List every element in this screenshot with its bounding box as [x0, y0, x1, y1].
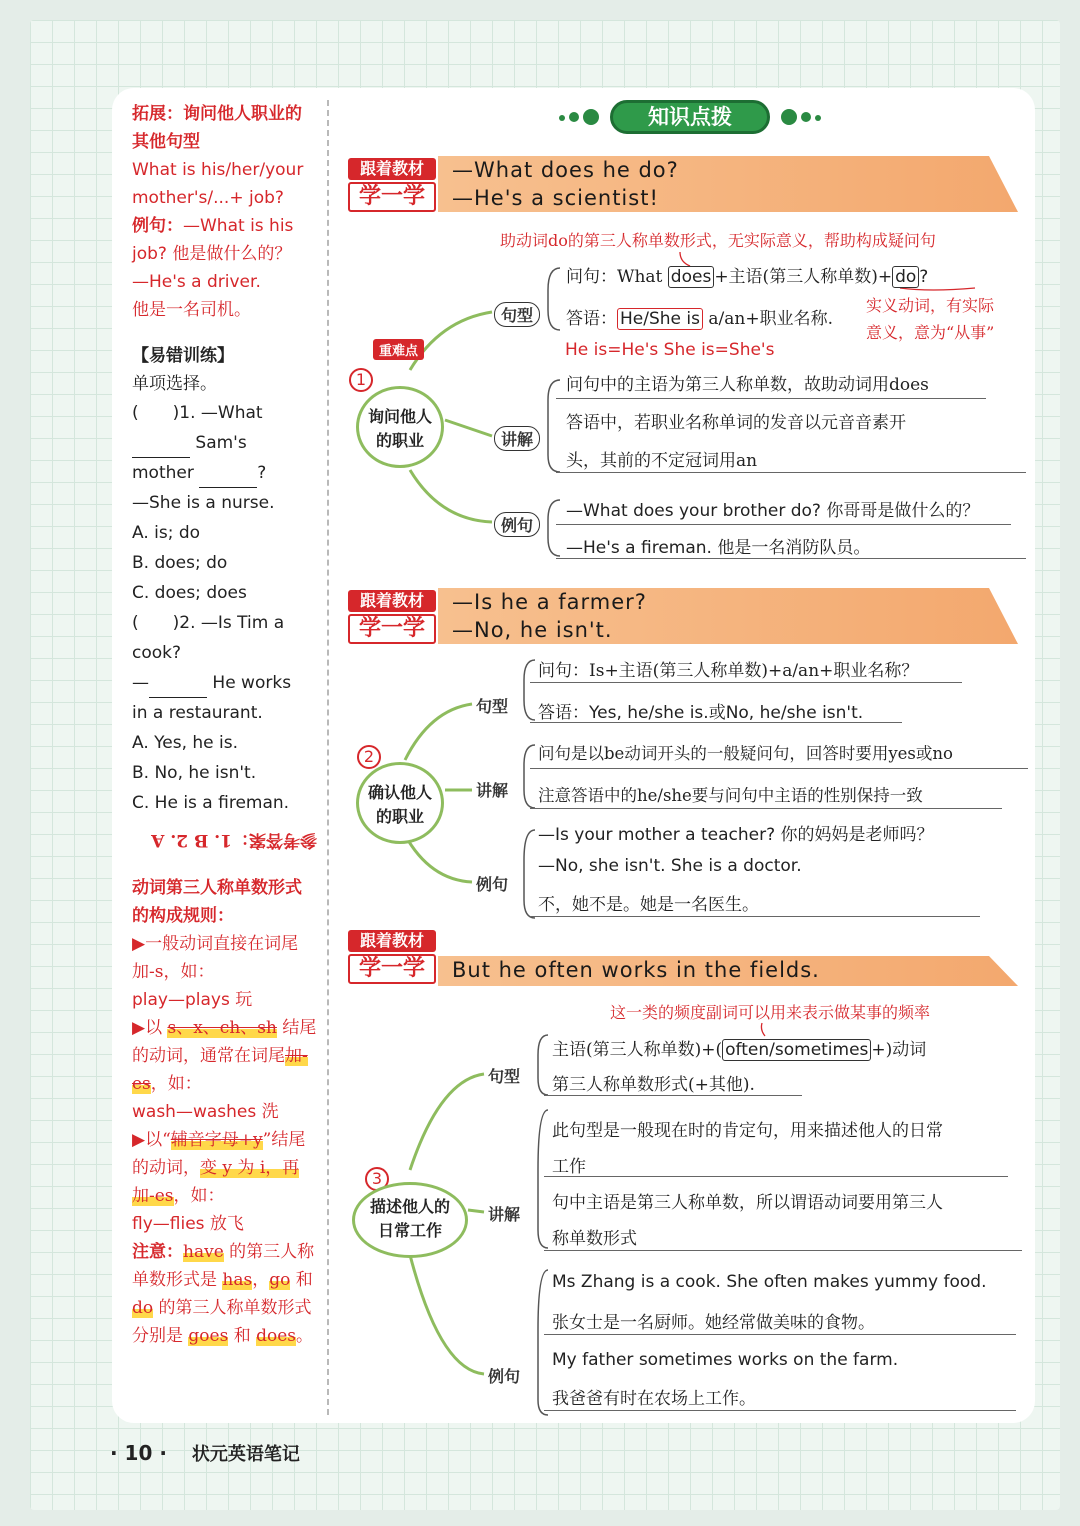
- dialogue-answer: —He's a scientist!: [452, 186, 659, 210]
- practice-instruction: 单项选择。: [132, 374, 217, 394]
- section-1-banner: [348, 156, 1028, 214]
- rule-1-example: play—plays 玩: [132, 990, 253, 1010]
- rule-line: [556, 524, 1011, 525]
- extension-title: 拓展：询问他人职业的其他句型: [132, 104, 302, 152]
- rule-line: [556, 472, 1026, 473]
- page-number: · 10 ·: [110, 1441, 167, 1465]
- option-c: C. does; does: [132, 583, 247, 603]
- key-point-tag: 重难点: [373, 339, 424, 360]
- option-b: B. does; do: [132, 553, 228, 573]
- answer-key: 参考答案：1. B 2. A: [151, 830, 317, 850]
- rule-3-example: fly—flies 放飞: [132, 1214, 244, 1234]
- pattern-line-1: 主语(第三人称单数)+( often/sometimes +)动词: [552, 1040, 927, 1060]
- rule-line: [556, 558, 1026, 559]
- rule-line: [544, 1410, 1016, 1411]
- rule-line: [530, 682, 962, 683]
- practice-title: 【易错训练】: [132, 346, 234, 366]
- example-line-1: —Is your mother a teacher? 你的妈妈是老师吗？: [538, 825, 934, 845]
- rule-line: [530, 916, 980, 917]
- branch-example: 例句: [494, 512, 540, 537]
- rule-line: [544, 1334, 1016, 1335]
- rule-line: [556, 398, 986, 399]
- book-title: 状元英语笔记: [191, 1444, 300, 1465]
- node-number-1: 1: [349, 368, 373, 392]
- rule-line: [544, 1176, 1008, 1177]
- option-a: A. is; do: [132, 523, 201, 543]
- example-line-1: Ms Zhang is a cook. She often makes yummy food.: [552, 1272, 987, 1292]
- explain-line-1: 问句中的主语为第三人称单数，故助动词用does: [566, 375, 929, 395]
- node-ask-job: 询问他人 的职业: [356, 386, 444, 468]
- question-2: ( )2. —Is Tim a cook? — He works in a restaurant. A. Yes, he is. B. No, he isn't. C. He is a fireman.: [132, 608, 317, 818]
- pattern-answer: 答语：Yes, he/she is.或No, he/she isn't.: [538, 703, 864, 723]
- contractions: He is=He's She is=She's: [565, 340, 775, 360]
- textbook-tag: 跟着教材: [348, 158, 436, 180]
- branch-example: 例句: [476, 875, 509, 894]
- note-real-verb-2: 意义，意为“从事”: [866, 323, 995, 342]
- extension-pattern: What is his/her/your mother's/...+ job?: [132, 160, 304, 208]
- branch-explain: 讲解: [488, 1205, 521, 1224]
- rule-line: [530, 808, 1002, 809]
- explain-line-4: 称单数形式: [552, 1229, 637, 1249]
- pattern-question: 问句：What does +主语(第三人称单数)+ do ?: [566, 267, 929, 287]
- node-confirm-job: 确认他人 的职业: [356, 762, 444, 844]
- example-line-3: My father sometimes works on the farm.: [552, 1350, 899, 1370]
- example-line-2: —He's a fireman. 他是一名消防队员。: [566, 538, 871, 558]
- explain-line-1: 问句是以be动词开头的一般疑问句，回答时要用yes或no: [538, 744, 953, 763]
- option-a: A. Yes, he is.: [132, 733, 239, 753]
- rule-2-example: wash—washes 洗: [132, 1102, 279, 1122]
- node-number-3: 3: [365, 1167, 389, 1191]
- rule-line: [530, 722, 902, 723]
- learn-tag: 学一学: [348, 954, 436, 984]
- explain-line-2: 注意答语中的he/she要与问句中主语的性别保持一致: [538, 786, 923, 805]
- pattern-line-2: 第三人称单数形式(+其他).: [552, 1075, 755, 1095]
- explain-line-1: 此句型是一般现在时的肯定句，用来描述他人的日常: [552, 1121, 943, 1141]
- node-number-2: 2: [357, 745, 381, 769]
- note-real-verb-1: 实义动词，有实际: [866, 296, 995, 315]
- section-2-banner: [348, 588, 1028, 646]
- rule-line: [530, 768, 1028, 769]
- question-1: ( )1. —What Sam's mother ? —She is a nurse. A. is; do B. does; do C. does; does: [132, 398, 317, 608]
- note: 注意：have 的第三人称单数形式是 has，go 和 do 的第三人称单数形式分别是 goes 和 does。: [132, 1242, 315, 1346]
- branch-pattern: 句型: [476, 697, 509, 716]
- dialogue-question: —Is he a farmer?: [452, 590, 647, 614]
- explain-line-2: 答语中，若职业名称单词的发音以元音音素开: [566, 413, 906, 433]
- option-b: B. No, he isn't.: [132, 763, 257, 783]
- explain-line-3: 头，其前的不定冠词用an: [566, 451, 758, 471]
- branch-pattern: 句型: [488, 1067, 521, 1086]
- node-describe-work: 描述他人的 日常工作: [352, 1182, 468, 1258]
- rule-2: ▶以 s、x、ch、sh 结尾的动词，通常在词尾加-es，如：: [132, 1018, 317, 1094]
- textbook-tag: 跟着教材: [348, 930, 436, 952]
- page-footer: [110, 1440, 300, 1466]
- rule-line: [544, 1250, 1022, 1251]
- branch-pattern: 句型: [494, 302, 540, 327]
- rule-title: 动词第三人称单数形式的构成规则：: [132, 878, 302, 926]
- pattern-answer: 答语： He/She is a/an+职业名称.: [566, 309, 833, 329]
- option-c: C. He is a fireman.: [132, 793, 290, 813]
- explain-line-3: 句中主语是第三人称单数，所以谓语动词要用第三人: [552, 1193, 943, 1213]
- note-frequency: 这一类的频度副词可以用来表示做某事的频率: [610, 1003, 931, 1022]
- dialogue-answer: —No, he isn't.: [452, 618, 613, 642]
- rule-3: ▶以“辅音字母+y”结尾的动词，变 y 为 i，再加-es，如：: [132, 1130, 306, 1206]
- dialogue-question: —What does he do?: [452, 158, 679, 182]
- rule-line: [544, 1095, 802, 1096]
- knowledge-badge: 知识点拨: [610, 100, 770, 134]
- branch-explain: 讲解: [494, 426, 540, 451]
- branch-example: 例句: [488, 1367, 521, 1386]
- dialogue-sentence: But he often works in the fields.: [452, 958, 820, 982]
- extension-example: 例句：—What is his job? 他是做什么的？: [132, 216, 294, 264]
- branch-explain: 讲解: [476, 781, 509, 800]
- section-3-banner: [348, 928, 1028, 986]
- extension-answer: —He's a driver. 他是一名司机。: [132, 272, 261, 320]
- explain-line-2: 工作: [552, 1157, 586, 1177]
- example-line-2: 张女士是一名厨师。她经常做美味的食物。: [552, 1313, 875, 1333]
- example-line-1: —What does your brother do? 你哥哥是做什么的？: [566, 501, 980, 521]
- example-line-4: 我爸爸有时在农场上工作。: [552, 1389, 756, 1409]
- example-line-2: —No, she isn't. She is a doctor.: [538, 856, 802, 876]
- rule-1: ▶一般动词直接在词尾加-s，如：: [132, 934, 299, 982]
- note-auxiliary: 助动词do的第三人称单数形式，无实际意义，帮助构成疑问句: [500, 231, 936, 250]
- example-line-3: 不，她不是。她是一名医生。: [538, 895, 759, 915]
- learn-tag: 学一学: [348, 182, 436, 212]
- pattern-question: 问句：Is+主语(第三人称单数)+a/an+职业名称？: [538, 661, 919, 681]
- textbook-tag: 跟着教材: [348, 590, 436, 612]
- learn-tag: 学一学: [348, 614, 436, 644]
